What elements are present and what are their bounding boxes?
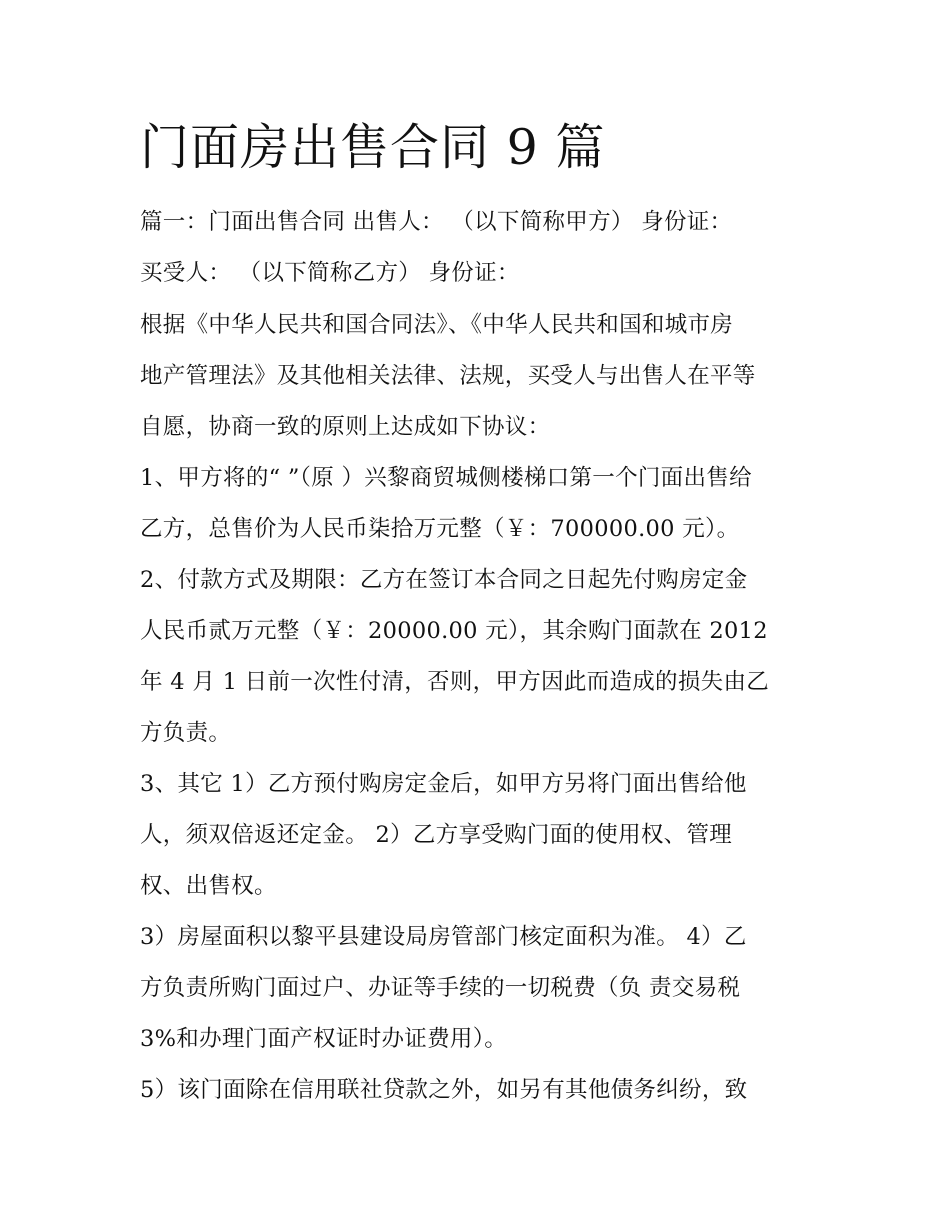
text-line: 年 4 月 1 日前一次性付清，否则，甲方因此而造成的损失由乙 (140, 669, 770, 695)
text-line: 乙方，总售价为人民币柒拾万元整（￥：700000.00 元）。 (140, 516, 740, 542)
text-line: 地产管理法》及其他相关法律、法规，买受人与出售人在平等 (140, 363, 756, 389)
text-line: 3、其它 1）乙方预付购房定金后，如甲方另将门面出售给他 (140, 771, 747, 797)
text-line: 2、付款方式及期限：乙方在签订本合同之日起先付购房定金 (140, 567, 748, 593)
text-line: 方负责。 (140, 720, 232, 746)
text-line: 人民币贰万元整（￥：20000.00 元），其余购门面款在 2012 (140, 618, 768, 644)
text-line: 3）房屋面积以黎平县建设局房管部门核定面积为准。 4）乙 (140, 924, 747, 950)
text-line: 权、出售权。 (140, 873, 277, 899)
text-line: 自愿，协商一致的原则上达成如下协议： (140, 414, 551, 440)
text-line: 方负责所购门面过户、办证等手续的一切税费（负 责交易税 (140, 975, 741, 1001)
text-line: 人，须双倍返还定金。 2）乙方享受购门面的使用权、管理 (140, 822, 733, 848)
document-title: 门面房出售合同 9 篇 (140, 119, 606, 176)
text-line: 买受人： （以下简称乙方） 身份证： (140, 260, 520, 286)
text-line: 1、甲方将的“ ”（原 ）兴黎商贸城侧楼梯口第一个门面出售给 (140, 465, 752, 491)
text-line: 3%和办理门面产权证时办证费用）。 (140, 1026, 508, 1052)
text-line: 5）该门面除在信用联社贷款之外，如另有其他债务纠纷，致 (140, 1077, 748, 1103)
text-line: 篇一：门面出售合同 出售人： （以下简称甲方） 身份证： (140, 209, 733, 235)
text-line: 根据《中华人民共和国合同法》、《中华人民共和国和城市房 (140, 312, 734, 338)
